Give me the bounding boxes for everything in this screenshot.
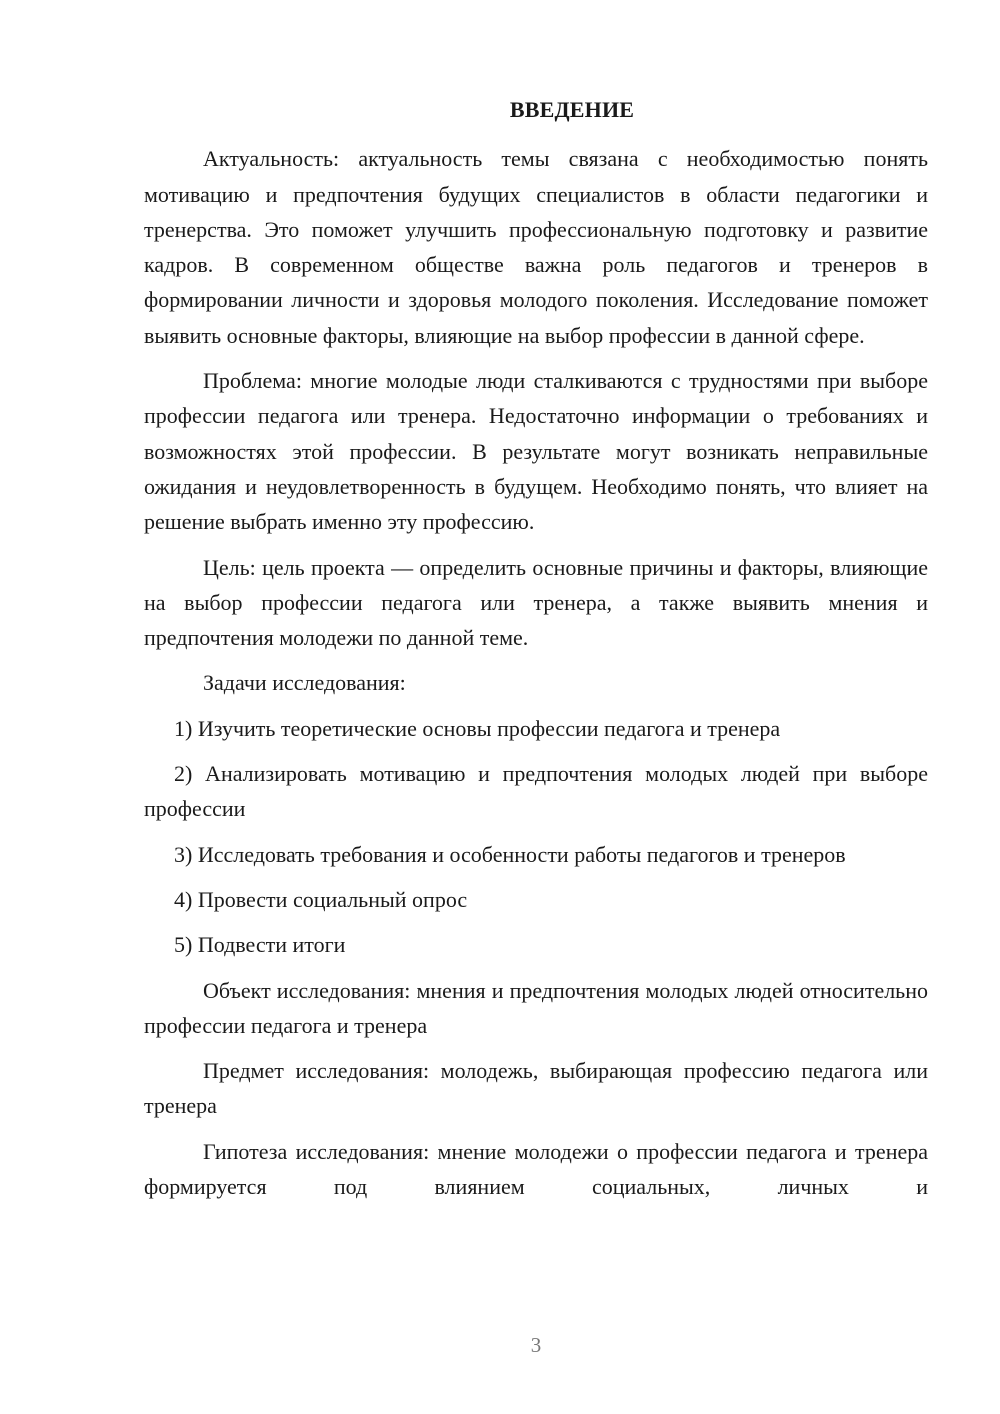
task-item: 2) Анализировать мотивацию и предпочтения молодых людей при выборе профессии [144,761,928,822]
task-item: 1) Изучить теоретические основы профессии педагога и тренера [174,715,781,741]
object-paragraph: Объект исследования: мнения и предпочтения молодых людей относительно профессии педагога и тренера [144,977,928,1038]
subject-paragraph: Предмет исследования: молодежь, выбирающая профессию педагога или тренера [144,1058,928,1119]
problem-paragraph: Проблема: многие молодые люди сталкиваются с трудностями при выборе профессии педагога или тренера. Недостаточно информации о требованиях и возможностях этой профессии. В результате могут возникать неправильные ожидания и неудовлетворенность в будущем. Необходимо понять, что влияет на решение выбрать именно эту профессию. [144,368,928,535]
section-title: ВВЕДЕНИЕ [509,97,635,122]
task-item: 3) Исследовать требования и особенности работы педагогов и тренеров [174,841,846,867]
relevance-paragraph: Актуальность: актуальность темы связана с необходимостью понять мотивацию и предпочтения будущих специалистов в области педагогики и тренерства. Это поможет улучшить профессиональную подготовку и развитие кадров. В современном обществе важна роль педагогов и тренеров в формировании личности и здоровья молодого поколения. Исследование поможет выявить основные факторы, влияющие на выбор профессии в данной сфере. [144,146,928,348]
page-body [144,92,928,1214]
tasks-heading: Задачи исследования: [203,670,406,696]
task-item: 5) Подвести итоги [174,932,346,958]
page-number: 3 [530,1333,542,1357]
hypothesis-paragraph: Гипотеза исследования: мнение молодежи о профессии педагога и тренера формируется под влиянием социальных, личных и [144,1138,928,1200]
task-item: 4) Провести социальный опрос [174,886,468,912]
goal-paragraph: Цель: цель проекта — определить основные причины и факторы, влияющие на выбор профессии педагога или тренера, а также выявить мнения и предпочтения молодежи по данной теме. [144,554,928,651]
